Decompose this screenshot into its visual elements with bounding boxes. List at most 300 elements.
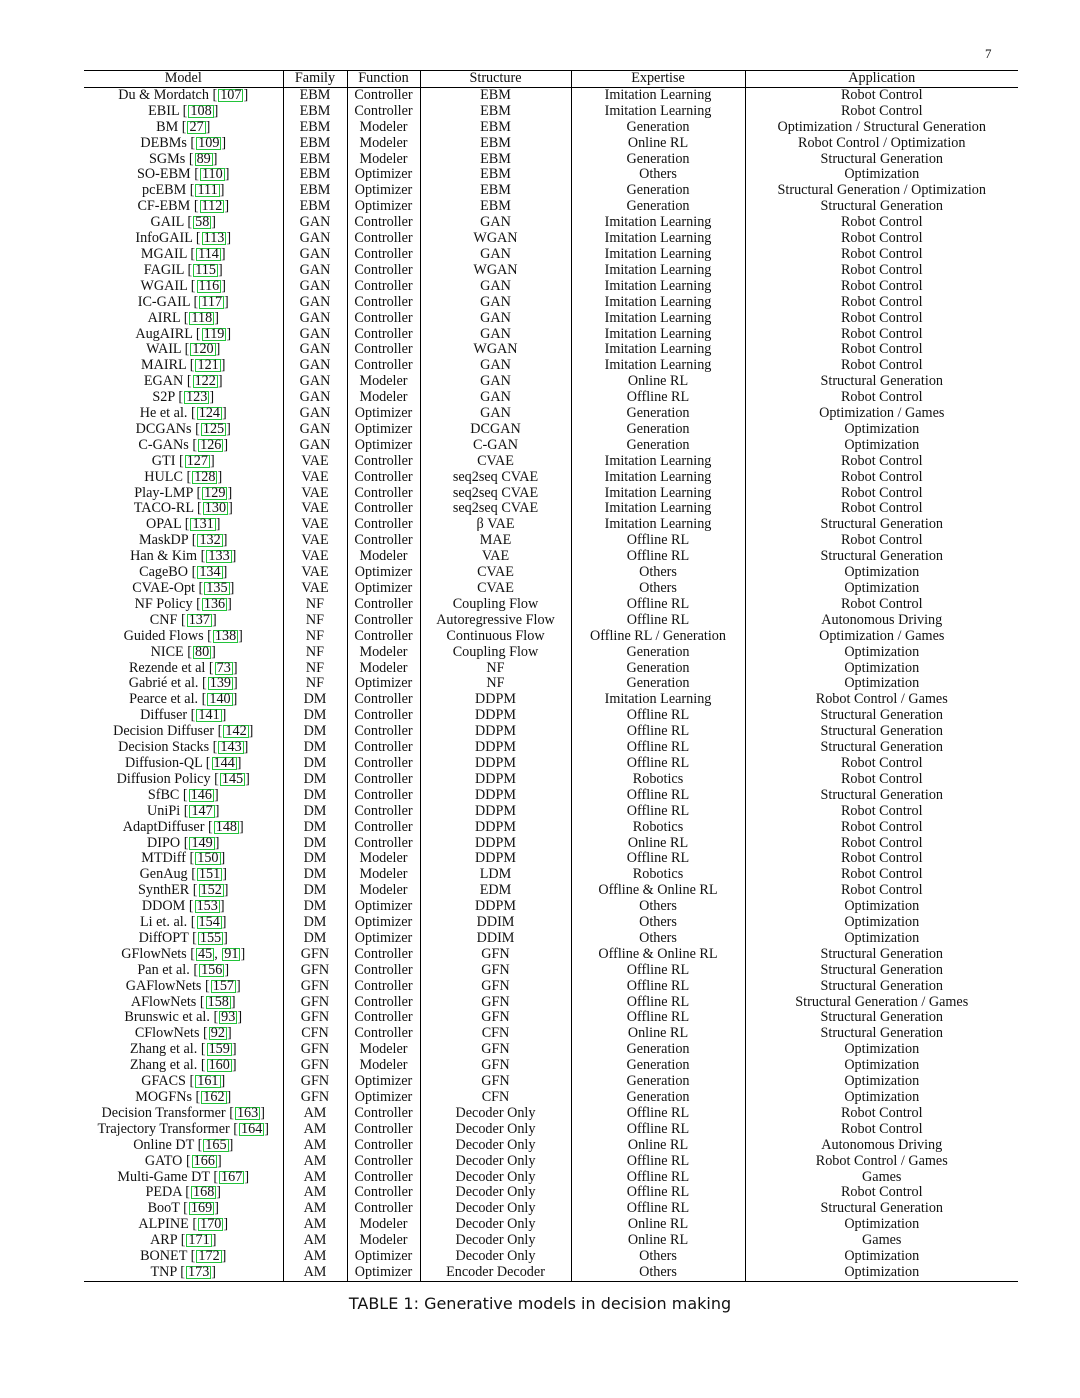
citation-link[interactable]: 58	[195, 215, 210, 231]
cell-model: Multi-Game DT [ 167 ]	[117, 1169, 250, 1185]
cell-function: Controller	[347, 311, 420, 327]
citation-link[interactable]: 169	[190, 1201, 213, 1217]
citation-link[interactable]: 127	[186, 453, 208, 469]
model-name: SO-EBM	[137, 167, 191, 183]
cell-function: Controller	[347, 279, 420, 295]
cell-structure: NF	[420, 661, 571, 677]
cell-function: Controller	[347, 1122, 420, 1138]
cell-application: Optimization	[745, 1074, 1018, 1090]
cell-expertise: Generation	[571, 199, 745, 215]
citation-link[interactable]: 27	[189, 119, 204, 135]
cell-family: DM	[283, 804, 347, 820]
citation-link[interactable]: 139	[209, 676, 232, 692]
cell-function: Modeler	[347, 883, 420, 899]
cell-application: Structural Generation	[745, 724, 1018, 740]
cell-function: Controller	[347, 804, 420, 820]
cell-family: VAE	[283, 501, 347, 517]
model-name: C-GANs	[138, 437, 189, 453]
cell-structure: MAE	[420, 533, 571, 549]
cell-application: Optimization	[745, 899, 1018, 915]
cell-family: DM	[283, 867, 347, 883]
cell-family: VAE	[283, 581, 347, 597]
citation-link[interactable]: 159	[208, 1042, 230, 1058]
cell-expertise: Offline RL	[571, 533, 745, 549]
citation-link[interactable]: 166	[193, 1153, 215, 1169]
cell-structure: EBM	[420, 120, 571, 136]
table-row	[84, 708, 1018, 724]
cell-family: GFN	[283, 1010, 347, 1026]
citation-link[interactable]: 123	[186, 390, 208, 406]
table-row	[84, 438, 1018, 454]
model-name: S2P	[152, 390, 175, 406]
citation-link[interactable]: 132	[199, 533, 221, 549]
cell-family: GAN	[283, 215, 347, 231]
citation-link[interactable]: 108	[190, 103, 212, 119]
table-row	[84, 136, 1018, 152]
citation-link[interactable]: 143	[220, 740, 242, 756]
citation-link[interactable]: 140	[209, 692, 231, 708]
citation-link[interactable]: 115	[195, 262, 216, 278]
model-name: Online DT	[133, 1137, 195, 1153]
citation-link[interactable]: 147	[191, 803, 213, 819]
cell-structure: seq2seq CVAE	[420, 501, 571, 517]
cell-model: Li et. al. [ 154 ]	[139, 915, 227, 931]
table-row	[84, 517, 1018, 533]
cell-model: GFlowNets [ 45 , 91 ]	[121, 946, 246, 962]
citation-link[interactable]: 125	[202, 421, 225, 437]
model-name: Trajectory Transformer	[97, 1121, 230, 1137]
cell-application: Robot Control	[745, 215, 1018, 231]
table-row	[84, 167, 1018, 183]
citation-link[interactable]: 93	[221, 1010, 236, 1026]
cell-function: Optimizer	[347, 899, 420, 915]
citation-link[interactable]: 109	[198, 135, 220, 151]
citation-link[interactable]: 160	[208, 1058, 230, 1074]
cell-structure: NF	[420, 676, 571, 692]
citation-link[interactable]: 117	[201, 294, 223, 310]
cell-model: MTDiff [ 150 ]	[141, 851, 226, 867]
citation-link[interactable]: 153	[196, 899, 218, 915]
cell-model: Brunswic et al. [ 93 ]	[124, 1010, 243, 1026]
cell-model: SfBC [ 146 ]	[147, 787, 219, 803]
cell-model: EBIL [ 108 ]	[148, 103, 219, 119]
model-name: AdaptDiffuser	[122, 819, 205, 835]
citation-link[interactable]: 113	[203, 231, 225, 247]
model-name: DiffOPT	[138, 930, 189, 946]
cell-structure: β VAE	[420, 517, 571, 533]
citation-link[interactable]: 162	[203, 1090, 225, 1105]
citation-link[interactable]: 89	[196, 151, 211, 167]
table-header-row	[84, 71, 1018, 88]
cell-application: Robot Control	[745, 327, 1018, 343]
table-row	[84, 199, 1018, 215]
cell-application: Robot Control	[745, 231, 1018, 247]
model-name: InfoGAIL	[135, 231, 193, 247]
cell-function: Optimizer	[347, 1090, 420, 1106]
citation-link[interactable]: 164	[241, 1121, 263, 1137]
model-name: IC-GAIL	[137, 294, 190, 310]
cell-application: Structural Generation	[745, 708, 1018, 724]
cell-family: DM	[283, 931, 347, 947]
citation-link[interactable]: 173	[188, 1264, 210, 1280]
cell-expertise: Offline & Online RL	[571, 947, 745, 963]
cell-structure: seq2seq CVAE	[420, 486, 571, 502]
cell-model: Decision Stacks [ 143 ]	[118, 740, 249, 756]
cell-model: CF-EBM [ 112 ]	[137, 199, 230, 215]
model-name: Du & Mordatch	[118, 87, 209, 103]
citation-link[interactable]: 128	[194, 469, 216, 485]
table-row	[84, 1026, 1018, 1042]
table-row	[84, 183, 1018, 199]
table-row	[84, 1058, 1018, 1074]
cell-application: Optimization	[745, 931, 1018, 947]
cell-model: GAIL [ 58 ]	[150, 215, 217, 231]
table-row	[84, 661, 1018, 677]
cell-model: DDOM [ 153 ]	[141, 899, 225, 915]
citation-link[interactable]: 165	[205, 1137, 227, 1153]
table-row	[84, 1090, 1018, 1106]
cell-structure: EBM	[420, 199, 571, 215]
cell-family: CFN	[283, 1026, 347, 1042]
citation-link[interactable]: 167	[221, 1169, 243, 1185]
cell-application: Optimization	[745, 645, 1018, 661]
citation-link[interactable]: 120	[192, 342, 214, 358]
cell-function: Controller	[347, 215, 420, 231]
cell-function: Optimizer	[347, 565, 420, 581]
cell-application: Robot Control	[745, 1106, 1018, 1122]
cell-application: Optimization	[745, 1042, 1018, 1058]
citation-link[interactable]: 146	[190, 787, 212, 803]
cell-application: Structural Generation	[745, 788, 1018, 804]
cell-expertise: Offline RL	[571, 724, 745, 740]
model-name: Diffuser	[140, 708, 188, 724]
cell-model: CageBO [ 134 ]	[139, 565, 228, 581]
cell-family: DM	[283, 724, 347, 740]
model-name: ALPINE	[138, 1217, 189, 1233]
table-row	[84, 581, 1018, 597]
citation-link[interactable]: 136	[203, 596, 226, 612]
cell-expertise: Offline RL	[571, 613, 745, 629]
cell-structure: EBM	[420, 183, 571, 199]
cell-structure: GAN	[420, 247, 571, 263]
table-row	[84, 1233, 1018, 1249]
cell-family: GAN	[283, 263, 347, 279]
cell-family: GFN	[283, 947, 347, 963]
cell-model: SynthER [ 152 ]	[137, 883, 229, 899]
cell-expertise: Imitation Learning	[571, 327, 745, 343]
cell-family: AM	[283, 1170, 347, 1186]
cell-function: Controller	[347, 517, 420, 533]
cell-expertise: Offline RL	[571, 1201, 745, 1217]
cell-family: NF	[283, 629, 347, 645]
model-name: MaskDP	[139, 533, 189, 549]
model-name: AFlowNets	[130, 994, 197, 1010]
cell-model: Trajectory Transformer [ 164 ]	[97, 1121, 270, 1137]
citation-link[interactable]: 168	[193, 1185, 215, 1201]
cell-application: Structural Generation	[745, 152, 1018, 168]
cell-model: MaskDP [ 132 ]	[139, 533, 228, 549]
table-row	[84, 788, 1018, 804]
citation-link[interactable]: 149	[191, 835, 213, 851]
column-header-model: Model	[164, 70, 202, 86]
cell-model: MGAIL [ 114 ]	[140, 246, 226, 262]
cell-family: VAE	[283, 454, 347, 470]
cell-function: Optimizer	[347, 1074, 420, 1090]
model-name: FAGIL	[143, 262, 184, 278]
cell-family: DM	[283, 836, 347, 852]
cell-model: Diffusion Policy [ 145 ]	[116, 771, 250, 787]
citation-link[interactable]: 151	[198, 867, 221, 883]
cell-function: Modeler	[347, 1217, 420, 1233]
cell-application: Robot Control	[745, 104, 1018, 120]
cell-expertise: Generation	[571, 422, 745, 438]
cell-expertise: Generation	[571, 1058, 745, 1074]
model-name: SfBC	[147, 787, 180, 803]
cell-family: AM	[283, 1217, 347, 1233]
table-row	[84, 406, 1018, 422]
table-row	[84, 470, 1018, 486]
citation-link[interactable]: 73	[216, 660, 231, 676]
cell-expertise: Offline & Online RL	[571, 883, 745, 899]
table-row	[84, 374, 1018, 390]
citation-link[interactable]: 110	[201, 167, 223, 183]
citation-link[interactable]: 142	[225, 724, 247, 740]
cell-application: Robot Control	[745, 470, 1018, 486]
cell-model: GAFlowNets [ 157 ]	[125, 978, 241, 994]
cell-structure: Decoder Only	[420, 1138, 571, 1154]
cell-function: Modeler	[347, 1042, 420, 1058]
citation-link[interactable]: 107	[220, 87, 242, 103]
citation-link[interactable]: 170	[200, 1217, 222, 1233]
model-name: Decision Diffuser	[113, 724, 215, 740]
cell-application: Robot Control	[745, 279, 1018, 295]
citation-link[interactable]: 157	[212, 978, 234, 994]
cell-family: NF	[283, 645, 347, 661]
cell-model: AdaptDiffuser [ 148 ]	[122, 819, 244, 835]
model-name: Zhang et al.	[129, 1042, 198, 1058]
citation-link[interactable]: 45	[198, 946, 213, 962]
cell-structure: CFN	[420, 1090, 571, 1106]
citation-link[interactable]: 118	[191, 310, 213, 326]
generative-models-table	[84, 70, 1018, 1282]
cell-expertise: Generation	[571, 1090, 745, 1106]
model-name: ARP	[150, 1233, 178, 1249]
citation-link[interactable]: 112	[201, 199, 223, 215]
cell-structure: DDIM	[420, 931, 571, 947]
table-row	[84, 724, 1018, 740]
citation-link[interactable]: 111	[197, 183, 218, 199]
cell-structure: GFN	[420, 1074, 571, 1090]
cell-family: GAN	[283, 279, 347, 295]
cell-application: Structural Generation	[745, 947, 1018, 963]
cell-expertise: Offline RL	[571, 1122, 745, 1138]
citation-link[interactable]: 155	[199, 930, 222, 946]
cell-application: Optimization	[745, 422, 1018, 438]
cell-family: GFN	[283, 1090, 347, 1106]
cell-structure: GAN	[420, 406, 571, 422]
cell-function: Controller	[347, 708, 420, 724]
cell-application: Optimization / Games	[745, 629, 1018, 645]
citation-link[interactable]: 80	[194, 644, 210, 660]
citation-link[interactable]: 134	[199, 565, 221, 581]
model-name: EBIL	[148, 103, 180, 119]
citation-link[interactable]: 158	[207, 994, 229, 1010]
cell-structure: GFN	[420, 979, 571, 995]
cell-expertise: Imitation Learning	[571, 231, 745, 247]
cell-function: Modeler	[347, 867, 420, 883]
model-name: NICE	[150, 644, 184, 660]
table-row	[84, 454, 1018, 470]
citation-link[interactable]: 150	[197, 851, 219, 867]
citation-link[interactable]: 116	[198, 278, 220, 294]
cell-application: Robot Control	[745, 454, 1018, 470]
citation-link[interactable]: 114	[198, 246, 219, 262]
table-row	[84, 1010, 1018, 1026]
cell-family: NF	[283, 676, 347, 692]
cell-model: Han & Kim [ 133 ]	[130, 549, 237, 565]
citation-link[interactable]: 121	[197, 358, 219, 374]
model-name: DDOM	[141, 899, 186, 915]
cell-application: Robot Control	[745, 1185, 1018, 1201]
citation-link[interactable]: 137	[188, 612, 210, 628]
cell-function: Optimizer	[347, 581, 420, 597]
citation-link[interactable]: 144	[213, 755, 235, 771]
model-name: NF Policy	[134, 596, 193, 612]
cell-structure: Encoder Decoder	[420, 1265, 571, 1281]
cell-expertise: Others	[571, 1249, 745, 1265]
cell-family: GAN	[283, 342, 347, 358]
model-name: DEBMs	[140, 135, 187, 151]
cell-family: GFN	[283, 1058, 347, 1074]
citation-link[interactable]: 119	[203, 326, 225, 342]
cell-expertise: Online RL	[571, 374, 745, 390]
citation-link[interactable]: 91	[224, 946, 239, 962]
table-row	[84, 1249, 1018, 1265]
cell-function: Controller	[347, 692, 420, 708]
table-row	[84, 152, 1018, 168]
cell-structure: Decoder Only	[420, 1233, 571, 1249]
cell-application: Optimization / Games	[745, 406, 1018, 422]
model-name: Zhang et al.	[129, 1058, 198, 1074]
cell-expertise: Imitation Learning	[571, 692, 745, 708]
cell-structure: GAN	[420, 279, 571, 295]
citation-link[interactable]: 133	[208, 549, 230, 565]
cell-family: EBM	[283, 136, 347, 152]
table-row	[84, 645, 1018, 661]
citation-link[interactable]: 145	[221, 771, 244, 787]
cell-application: Optimization	[745, 1217, 1018, 1233]
citation-link[interactable]: 122	[194, 374, 216, 390]
citation-link[interactable]: 129	[204, 485, 226, 501]
model-name: Li et. al.	[139, 915, 188, 931]
cell-application: Robot Control / Optimization	[745, 136, 1018, 152]
model-name: AugAIRL	[135, 326, 193, 342]
cell-expertise: Imitation Learning	[571, 215, 745, 231]
citation-link[interactable]: 154	[198, 915, 220, 931]
model-name: OPAL	[145, 517, 182, 533]
citation-link[interactable]: 152	[200, 883, 222, 899]
table-row	[84, 358, 1018, 374]
citation-link[interactable]: 124	[198, 406, 220, 422]
cell-structure: CVAE	[420, 565, 571, 581]
cell-expertise: Online RL	[571, 1026, 745, 1042]
cell-structure: DDPM	[420, 724, 571, 740]
cell-structure: EBM	[420, 152, 571, 168]
citation-link[interactable]: 148	[215, 819, 238, 835]
cell-function: Controller	[347, 358, 420, 374]
cell-family: GAN	[283, 390, 347, 406]
cell-function: Controller	[347, 820, 420, 836]
table-row	[84, 1265, 1018, 1281]
citation-link[interactable]: 171	[188, 1233, 210, 1249]
cell-model: Rezende et al [ 73 ]	[128, 660, 238, 676]
cell-model: HULC [ 128 ]	[144, 469, 223, 485]
model-name: Multi-Game DT	[117, 1169, 210, 1185]
citation-link[interactable]: 130	[204, 501, 227, 517]
cell-expertise: Offline RL	[571, 1106, 745, 1122]
cell-expertise: Online RL	[571, 1138, 745, 1154]
model-name: Play-LMP	[134, 485, 193, 501]
cell-family: DM	[283, 772, 347, 788]
cell-function: Controller	[347, 788, 420, 804]
citation-link[interactable]: 126	[200, 437, 222, 453]
cell-function: Optimizer	[347, 1249, 420, 1265]
cell-model: CVAE-Opt [ 135 ]	[132, 581, 235, 596]
cell-family: GFN	[283, 963, 347, 979]
cell-expertise: Imitation Learning	[571, 358, 745, 374]
cell-expertise: Generation	[571, 1074, 745, 1090]
cell-family: VAE	[283, 533, 347, 549]
cell-function: Controller	[347, 1010, 420, 1026]
cell-function: Controller	[347, 247, 420, 263]
citation-link[interactable]: 172	[198, 1249, 220, 1265]
cell-family: DM	[283, 851, 347, 867]
citation-link[interactable]: 161	[197, 1074, 219, 1090]
cell-model: EGAN [ 122 ]	[143, 374, 223, 390]
cell-function: Controller	[347, 263, 420, 279]
citation-link[interactable]: 131	[192, 517, 214, 533]
cell-function: Controller	[347, 1154, 420, 1170]
cell-structure: WGAN	[420, 231, 571, 247]
cell-application: Structural Generation	[745, 1201, 1018, 1217]
model-name: TACO-RL	[133, 501, 194, 517]
cell-function: Controller	[347, 486, 420, 502]
citation-link[interactable]: 156	[201, 962, 223, 978]
cell-expertise: Others	[571, 915, 745, 931]
cell-model: GTI [ 127 ]	[151, 453, 215, 469]
cell-structure: GFN	[420, 1058, 571, 1074]
model-name: GAIL	[150, 215, 184, 231]
citation-link[interactable]: 138	[214, 628, 237, 644]
citation-link[interactable]: 141	[198, 708, 220, 724]
cell-expertise: Imitation Learning	[571, 517, 745, 533]
cell-expertise: Imitation Learning	[571, 247, 745, 263]
cell-expertise: Offline RL	[571, 788, 745, 804]
cell-model: Decision Transformer [ 163 ]	[101, 1105, 265, 1121]
cell-expertise: Others	[571, 931, 745, 947]
citation-link[interactable]: 92	[210, 1026, 225, 1042]
cell-model: UniPi [ 147 ]	[147, 803, 220, 819]
cell-family: NF	[283, 597, 347, 613]
cell-function: Modeler	[347, 390, 420, 406]
citation-link[interactable]: 163	[236, 1105, 259, 1121]
table-row	[84, 995, 1018, 1011]
cell-structure: GAN	[420, 358, 571, 374]
cell-family: VAE	[283, 470, 347, 486]
cell-structure: EBM	[420, 167, 571, 183]
cell-model: ALPINE [ 170 ]	[138, 1217, 229, 1233]
citation-link[interactable]: 135	[206, 581, 228, 596]
